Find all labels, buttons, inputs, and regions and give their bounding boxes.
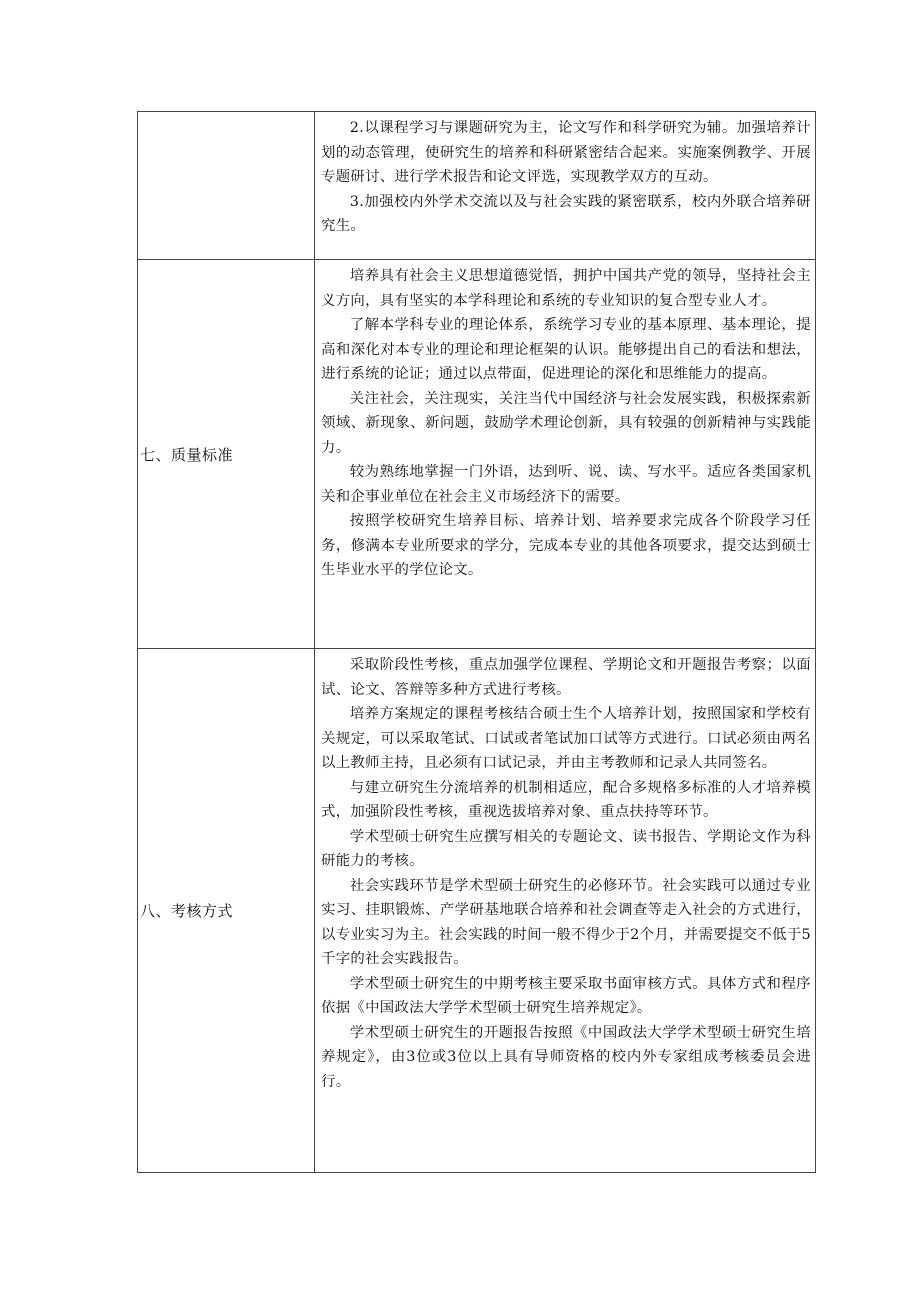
paragraph: 了解本学科专业的理论体系，系统学习专业的基本原理、基本理论，提高和深化对本专业的理论和理论框架的认识。能够提出自己的看法和想法，进行系统的论证；通过以点带面，促进理论的深化和思维能力的提高。: [321, 317, 811, 382]
paragraph: 关注社会，关注现实，关注当代中国经济与社会发展实践，积极探索新领域、新现象、新问题，鼓励学术理论创新，具有较强的创新精神与实践能力。: [321, 390, 811, 456]
paragraph: 培养具有社会主义思想道德觉悟，拥护中国共产党的领导，坚持社会主义方向，具有坚实的本学科理论和系统的专业知识的复合型专业人才。: [321, 268, 811, 309]
paragraph: 较为熟练地掌握一门外语，达到听、说、读、写水平。适应各类国家机关和企事业单位在社会主义市场经济下的需要。: [321, 464, 811, 505]
paragraph: 按照学校研究生培养目标、培养计划、培养要求完成各个阶段学习任务，修满本专业所要求的学分，完成本专业的其他各项要求，提交达到硕士生毕业水平的学位论文。: [321, 513, 811, 578]
row-label-quality-standard: 七、质量标准: [138, 260, 315, 649]
paragraph: 培养方案规定的课程考核结合硕士生个人培养计划，按照国家和学校有关规定，可以采取笔试、口试或者笔试加口试等方式进行。口试必须由两名以上教师主持，且必须有口试记录，并由主考教师和记录人共同签名。: [321, 706, 811, 771]
paragraph: 与建立研究生分流培养的机制相适应，配合多规格多标准的人才培养模式，加强阶段性考核，重视选拔培养对象、重点扶持等环节。: [321, 779, 811, 820]
paragraph: 3.加强校内外学术交流以及与社会实践的紧密联系，校内外联合培养研究生。: [321, 193, 811, 234]
paragraph: 2.以课程学习与课题研究为主，论文写作和科学研究为辅。加强培养计划的动态管理，使研究生的培养和科研紧密结合起来。实施案例教学、开展专题研讨、进行学术报告和论文评选，实现教学双方的互动。: [321, 120, 811, 185]
row-content: [315, 649, 816, 1173]
paragraph: 社会实践环节是学术型硕士研究生的必修环节。社会实践可以通过专业实习、挂职锻炼、产学研基地联合培养和社会调查等走入社会的方式进行，以专业实习为主。社会实践的时间一般不得少于2个月，并需要提交不低于5千字的社会实践报告。: [321, 877, 811, 967]
paragraph: 采取阶段性考核，重点加强学位课程、学期论文和开题报告考察；以面试、论文、答辩等多种方式进行考核。: [321, 657, 811, 698]
row-content: [315, 260, 816, 649]
row-label: [138, 112, 315, 260]
paragraph: 学术型硕士研究生的开题报告按照《中国政法大学学术型硕士研究生培养规定》，由3位或3位以上具有导师资格的校内外专家组成考核委员会进行。: [321, 1024, 811, 1090]
table-row: [138, 649, 816, 1173]
table-row: [138, 260, 816, 649]
paragraph: 学术型硕士研究生应撰写相关的专题论文、读书报告、学期论文作为科研能力的考核。: [321, 828, 811, 869]
table-row: [138, 112, 816, 260]
training-plan-table: [137, 111, 816, 1173]
paragraph: 学术型硕士研究生的中期考核主要采取书面审核方式。具体方式和程序依据《中国政法大学学术型硕士研究生培养规定》。: [321, 975, 811, 1016]
row-content: [315, 112, 816, 260]
row-label-assessment-method: 八、考核方式: [138, 649, 315, 1173]
